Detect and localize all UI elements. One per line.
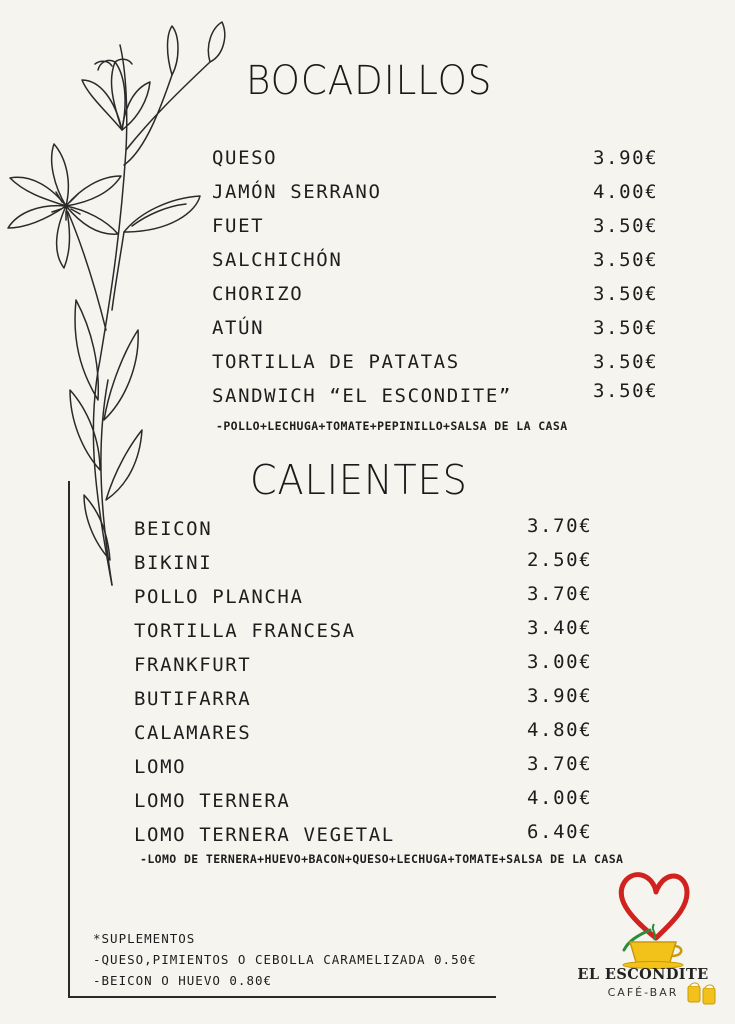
item-name: QUESO xyxy=(212,147,278,169)
item-price: 3.50€ xyxy=(593,317,659,339)
calientes-list xyxy=(134,513,604,853)
item-price: 3.50€ xyxy=(593,283,659,305)
item-name: BEICON xyxy=(134,518,213,540)
item-name: BUTIFARRA xyxy=(134,688,252,710)
section-title-bocadillos: BOCADILLOS xyxy=(246,58,493,104)
item-price: 6.40€ xyxy=(527,821,593,843)
item-name: LOMO TERNERA VEGETAL xyxy=(134,824,395,846)
item-price: 3.40€ xyxy=(527,617,593,639)
item-price: 3.70€ xyxy=(527,753,593,775)
item-price: 3.70€ xyxy=(527,515,593,537)
item-name: SALCHICHÓN xyxy=(212,249,343,271)
item-price: 3.50€ xyxy=(593,351,659,373)
item-name: ATÚN xyxy=(212,317,265,339)
item-price: 4.00€ xyxy=(527,787,593,809)
item-name: SANDWICH “EL ESCONDITE” xyxy=(212,385,512,407)
item-name: FRANKFURT xyxy=(134,654,252,676)
item-name: POLLO PLANCHA xyxy=(134,586,304,608)
suplemento-line: -QUESO,PIMIENTOS O CEBOLLA CARAMELIZADA 0.50€ xyxy=(93,952,477,967)
item-description-note: -POLLO+LECHUGA+TOMATE+PEPINILLO+SALSA DE LA CASA xyxy=(216,419,568,433)
item-price: 3.50€ xyxy=(593,249,659,271)
section-title-calientes: CALIENTES xyxy=(250,456,468,504)
item-name: TORTILLA FRANCESA xyxy=(134,620,356,642)
item-description-note: -LOMO DE TERNERA+HUEVO+BACON+QUESO+LECHUGA+TOMATE+SALSA DE LA CASA xyxy=(140,852,624,866)
item-name: LOMO TERNERA xyxy=(134,790,291,812)
item-price: 3.50€ xyxy=(593,215,659,237)
item-price: 3.70€ xyxy=(527,583,593,605)
suplementos-title: *SUPLEMENTOS xyxy=(93,931,196,946)
item-price: 3.90€ xyxy=(527,685,593,707)
item-name: CHORIZO xyxy=(212,283,304,305)
bocadillos-list xyxy=(212,145,672,415)
logo xyxy=(558,866,728,1016)
suplementos-block xyxy=(93,928,477,991)
item-price: 4.80€ xyxy=(527,719,593,741)
item-name: JAMÓN SERRANO xyxy=(212,181,382,203)
frame-line-vertical xyxy=(68,481,70,997)
logo-subtitle: CAFÉ-BAR xyxy=(607,986,679,999)
item-name: FUET xyxy=(212,215,265,237)
suplemento-line: -BEICON O HUEVO 0.80€ xyxy=(93,973,273,988)
item-name: CALAMARES xyxy=(134,722,252,744)
logo-name: EL ESCONDITE xyxy=(577,966,709,983)
frame-line-horizontal xyxy=(68,996,496,998)
item-name: TORTILLA DE PATATAS xyxy=(212,351,460,373)
item-price: 4.00€ xyxy=(593,181,659,203)
item-price: 3.50€ xyxy=(593,380,659,402)
item-price: 3.90€ xyxy=(593,147,659,169)
item-price: 3.00€ xyxy=(527,651,593,673)
item-name: LOMO xyxy=(134,756,187,778)
item-price: 2.50€ xyxy=(527,549,593,571)
item-name: BIKINI xyxy=(134,552,213,574)
